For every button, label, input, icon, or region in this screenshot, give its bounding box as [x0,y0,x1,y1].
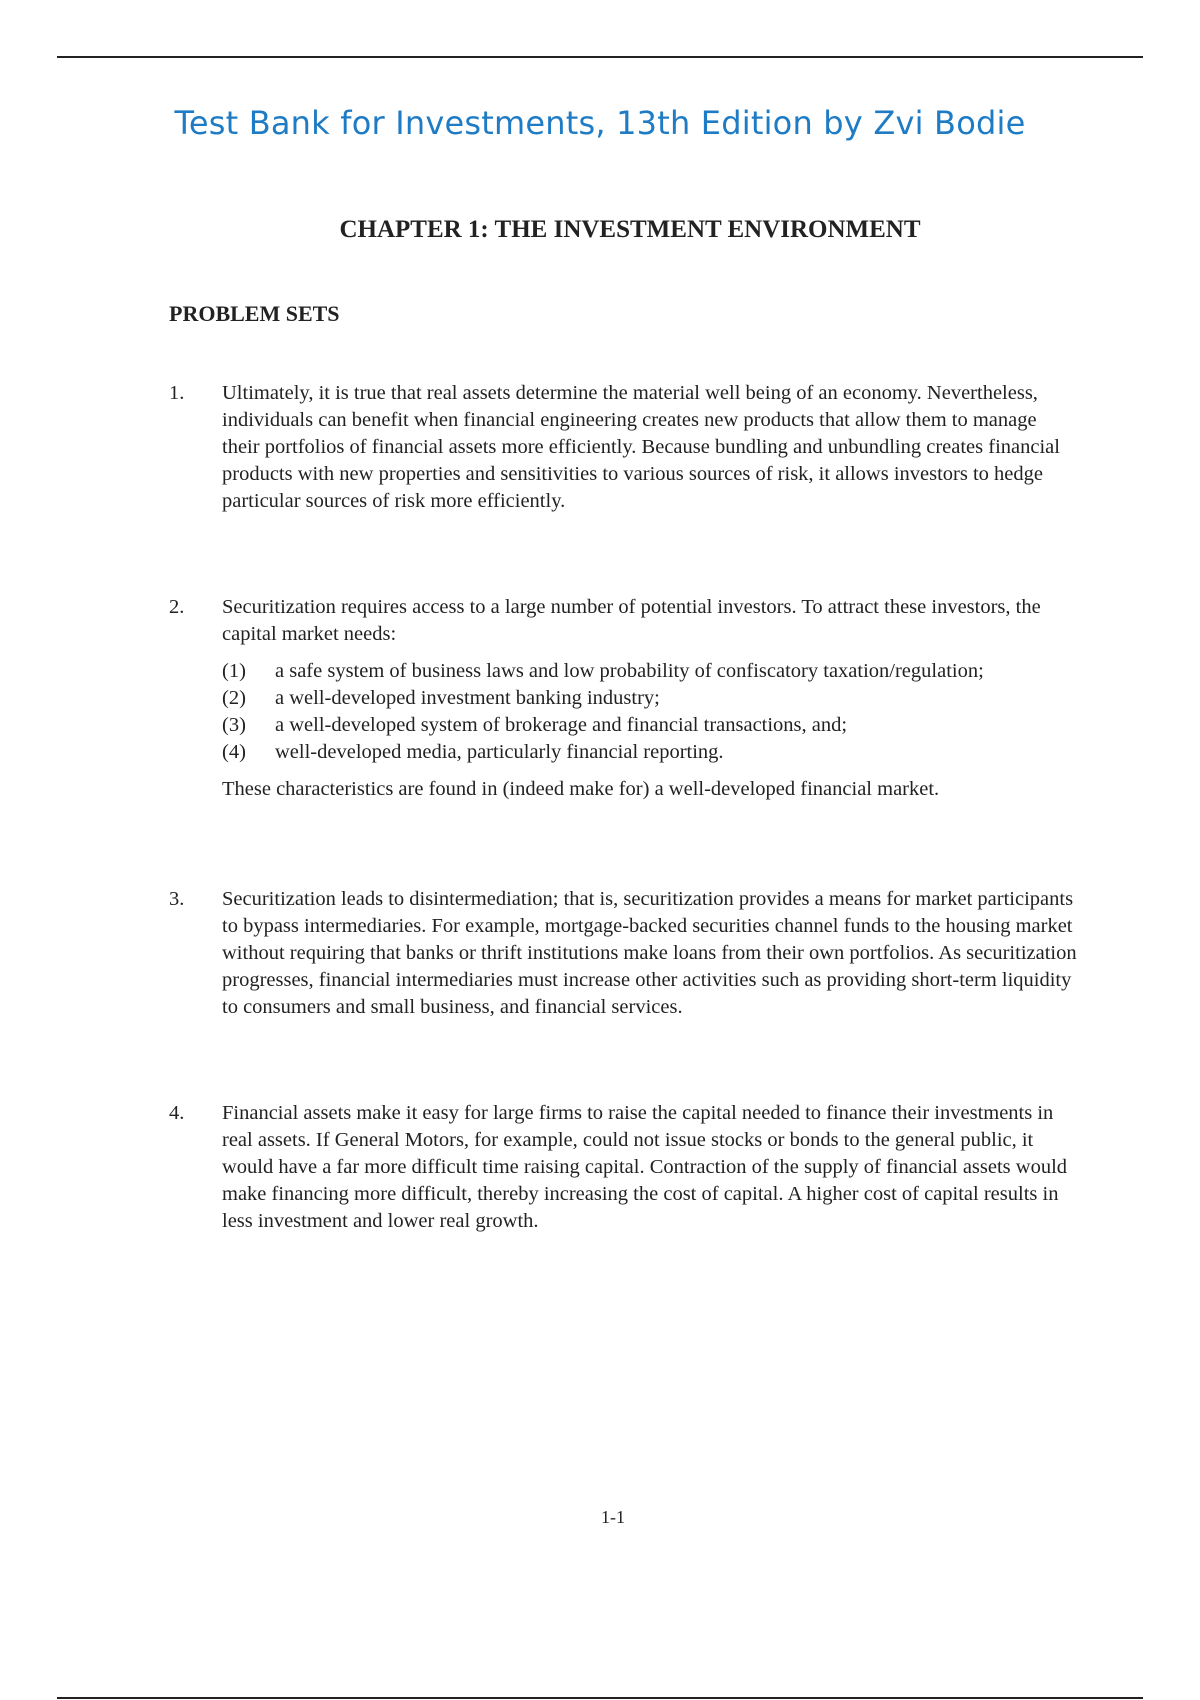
problem-text: Securitization requires access to a large number of potential investors. To attract these investors, the capital market needs: [222,596,1041,645]
list-marker: (2) [222,687,246,709]
problem-conclusion: These characteristics are found in (indeed make for) a well-developed financial market. [222,778,940,800]
problem-3 [169,886,1079,1021]
requirements-list [222,658,1079,766]
problem-1 [169,380,1079,515]
list-item [222,658,1079,685]
list-marker: (1) [222,660,246,682]
list-marker: (3) [222,714,246,736]
list-item [222,739,1079,766]
list-marker: (4) [222,741,246,763]
list-item [222,712,1079,739]
problem-number: 1. [169,382,185,404]
bottom-rule [57,1697,1143,1699]
problem-number: 3. [169,888,185,910]
chapter-title: CHAPTER 1: THE INVESTMENT ENVIRONMENT [339,216,921,243]
problem-4 [169,1100,1079,1235]
list-item [222,685,1079,712]
problem-number: 4. [169,1102,185,1124]
section-heading: PROBLEM SETS [169,301,340,326]
list-item-text: a well-developed investment banking industry; [275,687,660,709]
problem-text: Financial assets make it easy for large firms to raise the capital needed to finance their investments in real assets. If General Motors, for example, could not issue stocks or bonds to the general public, it would have a far more difficult time raising capital. Contraction of the supply of financial assets would make financing more difficult, thereby increasing the cost of capital. A higher cost of capital results in less investment and lower real growth. [222,1102,1068,1232]
page-number: 1-1 [601,1507,625,1527]
problem-number: 2. [169,596,185,618]
list-item-text: well-developed media, particularly financial reporting. [275,741,724,763]
banner-title: Test Bank for Investments, 13th Edition by Zvi Bodie [174,104,1026,142]
problem-text: Ultimately, it is true that real assets determine the material well being of an economy. Nevertheless, individuals can benefit when financial engineering creates new products that allow them to manage their portfolios of financial assets more efficiently. Because bundling and unbundling creates financial products with new properties and sensitivities to various sources of risk, it allows investors to hedge particular sources of risk more efficiently. [222,382,1060,512]
list-item-text: a well-developed system of brokerage and financial transactions, and; [275,714,848,736]
list-item-text: a safe system of business laws and low probability of confiscatory taxation/regulation; [275,660,984,682]
problem-2 [169,594,1079,803]
problem-text: Securitization leads to disintermediation; that is, securitization provides a means for market participants to bypass intermediaries. For example, mortgage-backed securities channel funds to the housing market without requiring that banks or thrift institutions make loans from their own portfolios. As securitization progresses, financial intermediaries must increase other activities such as providing short-term liquidity to consumers and small business, and financial services. [222,888,1077,1018]
top-rule [57,56,1143,58]
